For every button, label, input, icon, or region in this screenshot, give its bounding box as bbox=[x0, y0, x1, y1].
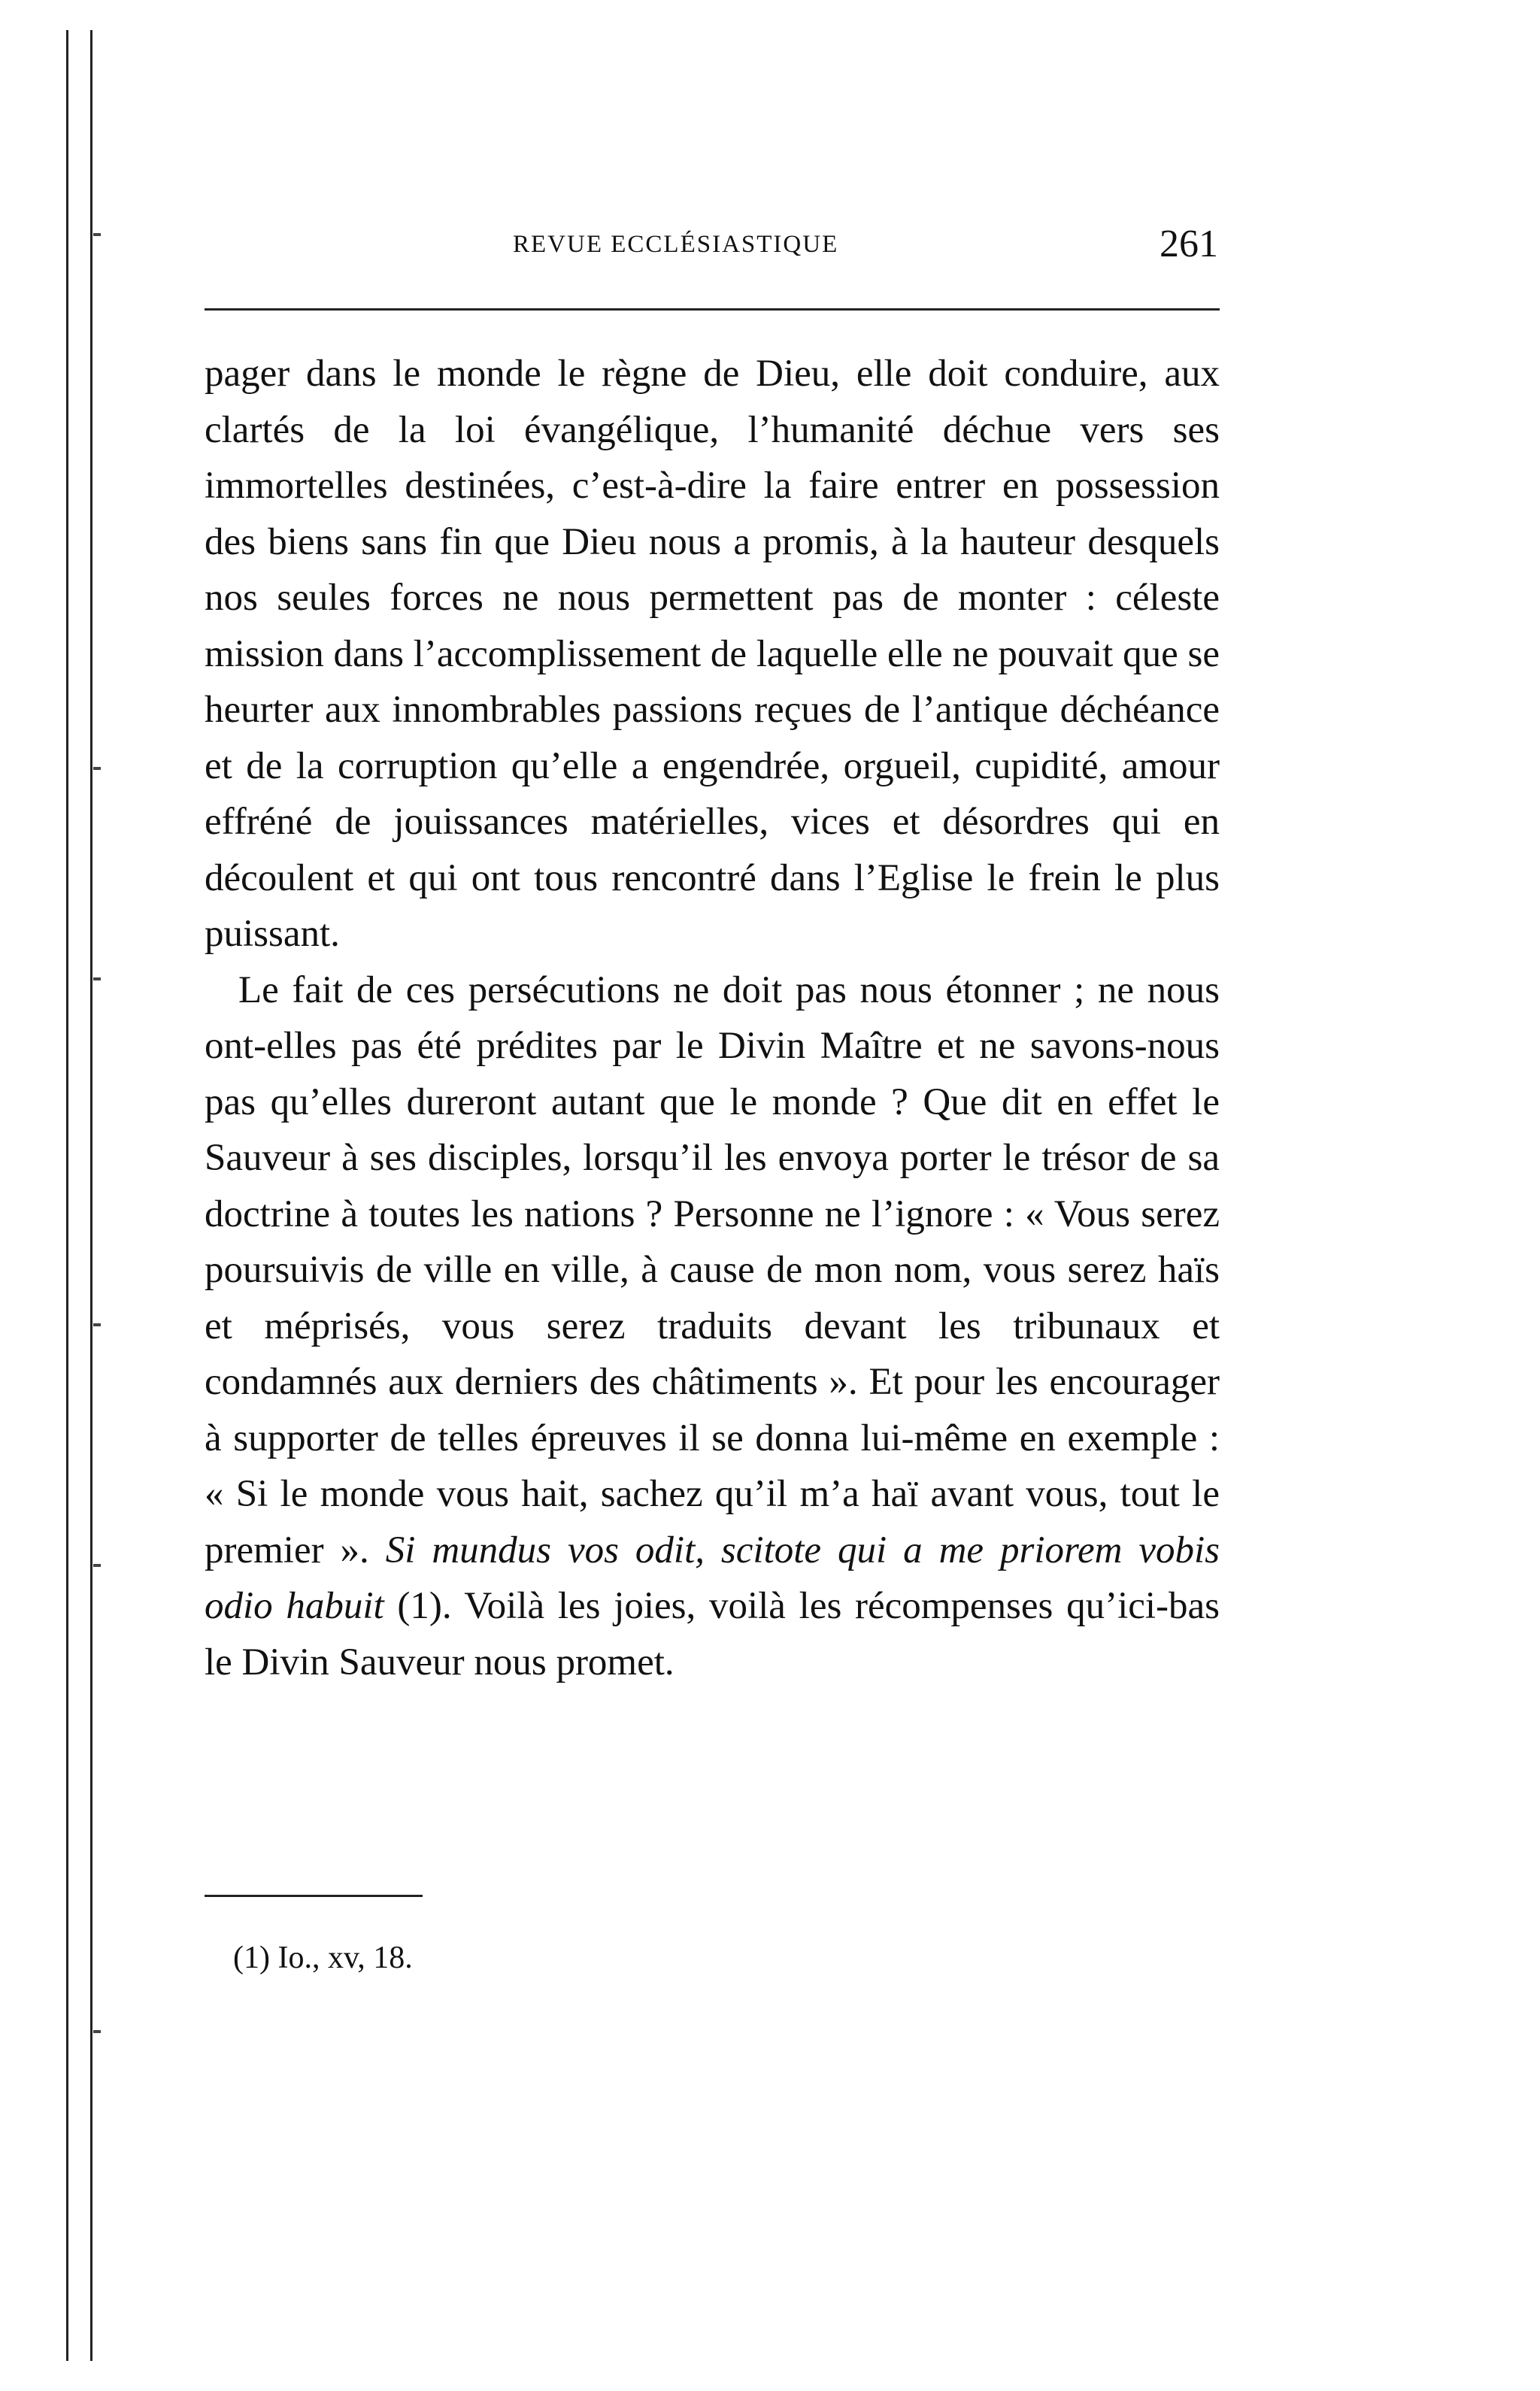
binding-line bbox=[66, 30, 68, 2361]
footnote: (1) Io., xv, 18. bbox=[233, 1941, 413, 1975]
binding-mark bbox=[93, 767, 101, 770]
footnote-reference: (1). bbox=[383, 1585, 465, 1627]
paragraph-text: Voilà les joies, voilà les récompenses qu’ici-bas le Divin Sauveur nous promet. bbox=[205, 1585, 1220, 1683]
paragraph: pager dans le monde le règne de Dieu, elle doit conduire, aux clartés de la loi évangélique, l’humanité déchue vers ses immortelles destinées, c’est-à-dire la faire entrer en possession des biens sans fin que Dieu nous a promis, à la hauteur desquels nos seules forces ne nous permettent pas de monter : céleste mission dans l’accomplissement de laquelle elle ne pouvait que se heurter aux innombrables passions reçues de l’antique déchéance et de la corruption qu’elle a engendrée, orgueil, cupidité, amour effréné de jouissances matérielles, vices et désordres qui en découlent et qui ont tous rencontré dans l’Eglise le frein le plus puissant. bbox=[205, 353, 1220, 955]
running-head: REVUE ECCLÉSIASTIQUE bbox=[513, 231, 839, 258]
latin-quotation: Si mundus vos odit, scitote qui a me priorem vobis odio habuit bbox=[205, 1529, 1220, 1627]
binding-mark bbox=[93, 2030, 101, 2033]
binding-edge bbox=[60, 30, 105, 2361]
binding-line bbox=[90, 30, 92, 2361]
binding-mark bbox=[93, 977, 101, 980]
binding-mark bbox=[93, 1323, 101, 1326]
binding-mark bbox=[93, 1564, 101, 1567]
binding-mark bbox=[93, 233, 101, 236]
page-number: 261 bbox=[1160, 223, 1218, 265]
paragraph-text: Le fait de ces persécutions ne doit pas nous étonner ; ne nous ont-elles pas été prédites par le Divin Maître et ne savons-nous pas qu’elles dureront autant que le monde ? Que dit en effet le Sauveur à ses disciples, lorsqu’il les envoya porter le trésor de sa doctrine à toutes les nations ? Personne ne l’ignore : « Vous serez poursuivis de ville en ville, à cause de mon nom, vous serez haïs et méprisés, vous serez traduits devant les tribunaux et condamnés aux derniers des châtiments ». Et pour les encourager à supporter de telles épreuves il se donna lui-même en exemple : « Si le monde vous hait, sachez qu’il m’a haï avant vous, tout le premier ». bbox=[205, 968, 1220, 1571]
paragraph bbox=[205, 962, 1220, 1691]
body-text bbox=[205, 346, 1220, 1690]
footnote-rule bbox=[205, 1895, 423, 1897]
page-header bbox=[205, 222, 1227, 274]
header-rule bbox=[205, 308, 1220, 311]
